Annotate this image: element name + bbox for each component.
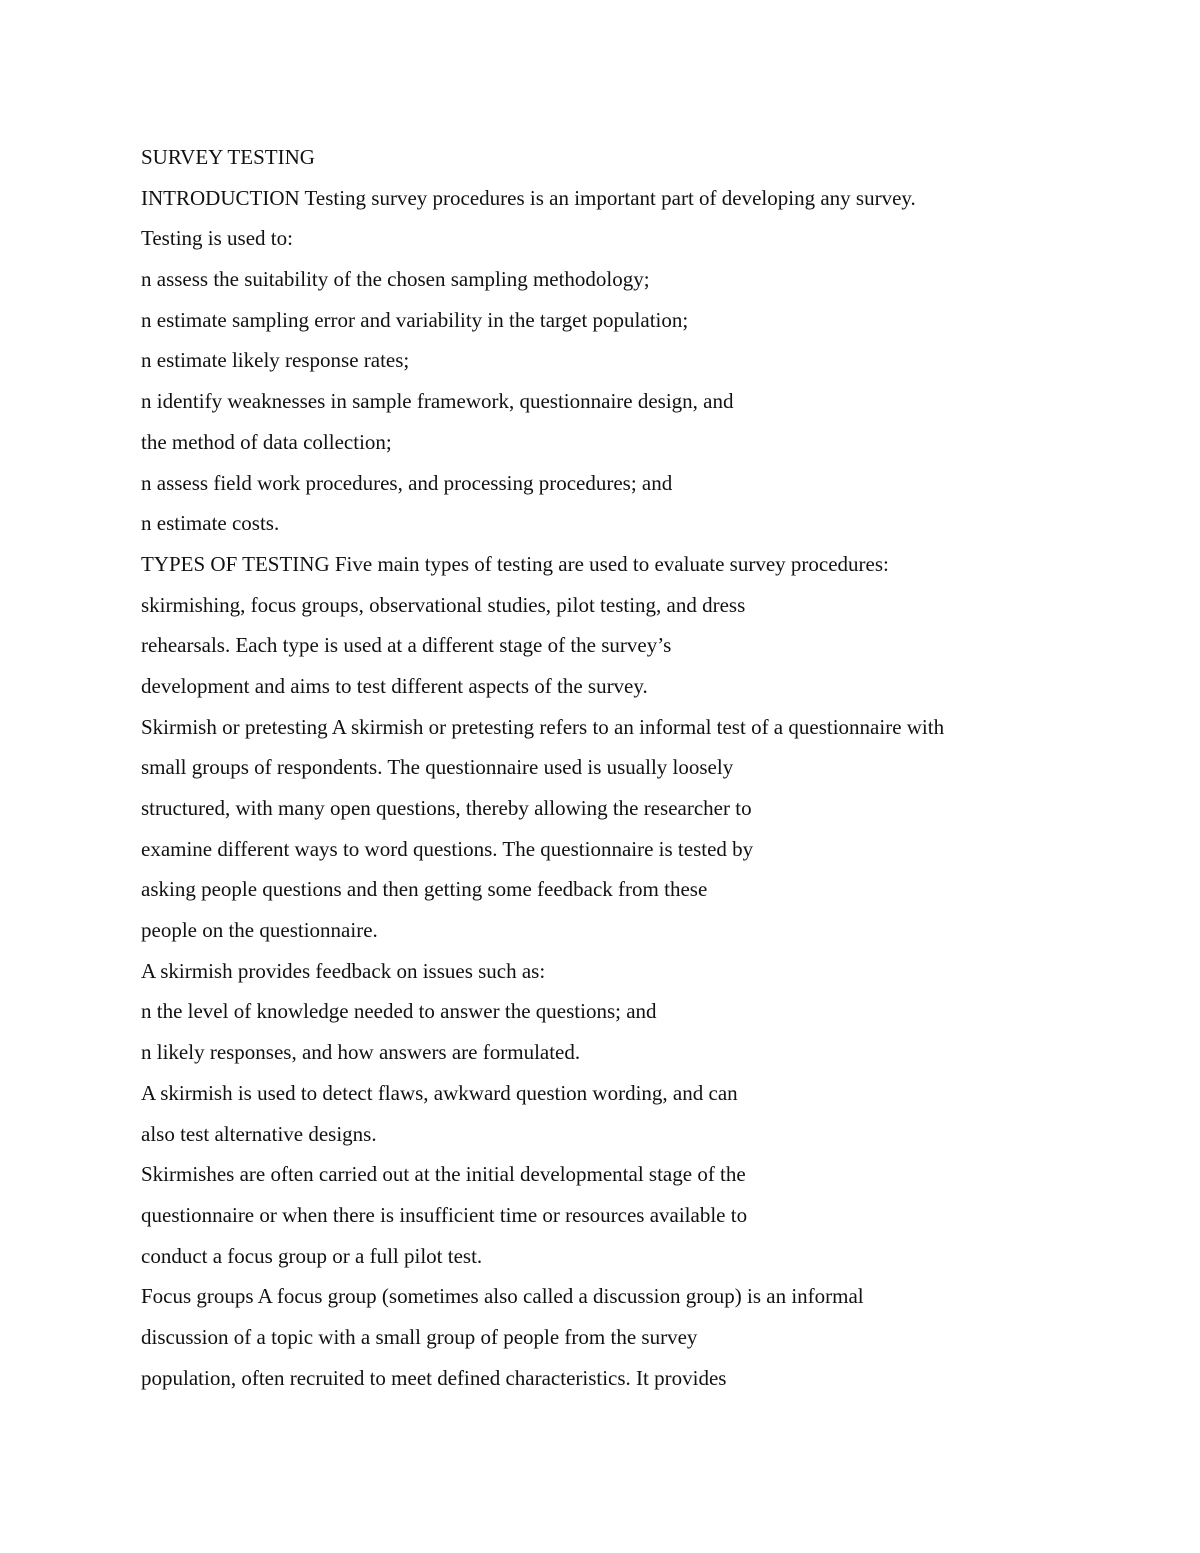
text-line: rehearsals. Each type is used at a different stage of the survey’s <box>141 633 672 658</box>
text-line: Skirmish or pretesting A skirmish or pretesting refers to an informal test of a questionnaire with <box>141 714 945 739</box>
text-line: people on the questionnaire. <box>141 918 378 943</box>
text-line: structured, with many open questions, thereby allowing the researcher to <box>141 796 752 820</box>
text-line: small groups of respondents. The questionnaire used is usually loosely <box>141 755 734 780</box>
text-line: n estimate costs. <box>141 511 280 536</box>
text-line: examine different ways to word questions. The questionnaire is tested by <box>141 836 754 861</box>
text-line: the method of data collection; <box>141 429 392 454</box>
text-line: TYPES OF TESTING Five main types of testing are used to evaluate survey procedures: <box>141 551 889 576</box>
text-line: n assess field work procedures, and processing procedures; and <box>141 470 673 495</box>
text-line: Testing is used to: <box>141 226 293 251</box>
text-line: n estimate likely response rates; <box>141 348 410 373</box>
text-line: Focus groups A focus group (sometimes also called a discussion group) is an informal <box>141 1284 864 1309</box>
document-body <box>141 142 1141 1403</box>
text-line: also test alternative designs. <box>141 1121 377 1146</box>
text-line: questionnaire or when there is insufficient time or resources available to <box>141 1202 748 1227</box>
text-line: A skirmish is used to detect flaws, awkward question wording, and can <box>141 1080 738 1105</box>
document-title: SURVEY TESTING <box>141 145 315 169</box>
text-line: asking people questions and then getting some feedback from these <box>141 877 708 902</box>
text-line: INTRODUCTION Testing survey procedures is an important part of developing any survey. <box>141 185 916 210</box>
text-line: development and aims to test different aspects of the survey. <box>141 673 648 698</box>
text-line: conduct a focus group or a full pilot test. <box>141 1243 483 1268</box>
text-line: n the level of knowledge needed to answer the questions; and <box>141 999 657 1024</box>
text-line: n estimate sampling error and variability in the target population; <box>141 307 689 332</box>
text-line: Skirmishes are often carried out at the initial developmental stage of the <box>141 1162 746 1187</box>
text-line: skirmishing, focus groups, observational studies, pilot testing, and dress <box>141 592 746 617</box>
text-line: n identify weaknesses in sample framework, questionnaire design, and <box>141 389 734 414</box>
text-line: discussion of a topic with a small group of people from the survey <box>141 1324 698 1349</box>
text-line: A skirmish provides feedback on issues such as: <box>141 958 546 983</box>
text-line: n assess the suitability of the chosen sampling methodology; <box>141 267 650 292</box>
text-line: n likely responses, and how answers are formulated. <box>141 1040 581 1065</box>
text-line: population, often recruited to meet defined characteristics. It provides <box>141 1365 727 1390</box>
